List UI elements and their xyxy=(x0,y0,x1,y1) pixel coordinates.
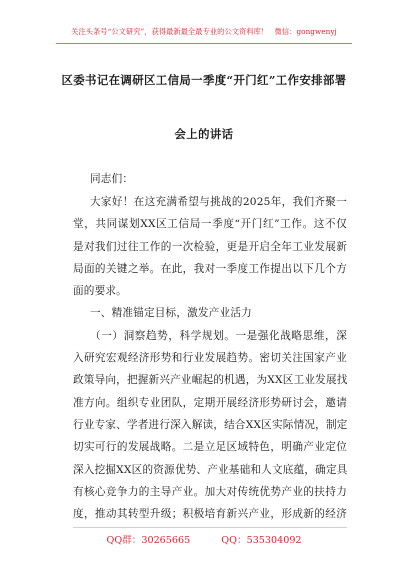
body-line: 行业专家、学者进行深入解读，结合XX区实际情况，制定 xyxy=(73,419,348,431)
document-title-line-2: 会上的讲话 xyxy=(174,127,234,141)
section-heading: 一、精准锚定目标，激发产业活力 xyxy=(90,307,252,319)
body-line: 是对我们过往工作的一次检验，更是开启全年工业发展新 xyxy=(73,241,347,253)
body-line: （一）洞察趋势，科学规划。一是强化战略思维，深 xyxy=(90,330,347,342)
header-banner xyxy=(0,27,408,37)
body-line: 堂，共同谋划XX区工信局一季度“开门红”工作。这不仅 xyxy=(73,218,347,230)
qq-contact-text: QQ：535304092 xyxy=(221,535,302,546)
body-line: 入研究宏观经济形势和行业发展趋势。密切关注国家产业 xyxy=(73,352,347,364)
body-line: 准方向。组织专业团队，定期开展经济形势研讨会，邀请 xyxy=(73,397,347,409)
body-line: 深入挖掘XX区的资源优势、产业基础和人文底蕴，确定具 xyxy=(73,464,348,476)
body-line: 切实可行的发展战略。二是立足区域特色，明确产业定位 xyxy=(73,441,347,453)
body-line: 政策导向，把握新兴产业崛起的机遇，为XX区工业发展找 xyxy=(73,374,348,386)
body-line: 度，推动其转型升级；积极培育新兴产业，形成新的经济 xyxy=(73,508,347,520)
salutation: 同志们： xyxy=(90,173,134,185)
document-title-line-1: 区委书记在调研区工信局一季度“开门红”工作安排部署 xyxy=(61,73,347,87)
promo-text: 关注头条号“公文研究”，获得最新最全最专业的公文资料库！ xyxy=(71,27,269,36)
body-line: 有核心竞争力的主导产业。加大对传统优势产业的扶持力 xyxy=(73,486,347,498)
body-line: 面的要求。 xyxy=(73,285,127,297)
qq-group-text: QQ群：30265665 xyxy=(106,535,191,546)
header-rule xyxy=(56,43,352,44)
footer-rule xyxy=(73,527,347,528)
wechat-text: 微信：gongwenyj xyxy=(274,27,337,36)
body-line: 局面的关键之举。在此，我对一季度工作提出以下几个方 xyxy=(73,263,347,275)
footer xyxy=(0,532,408,546)
body-line: 大家好！在这充满希望与挑战的2025年，我们齐聚一 xyxy=(90,196,347,208)
